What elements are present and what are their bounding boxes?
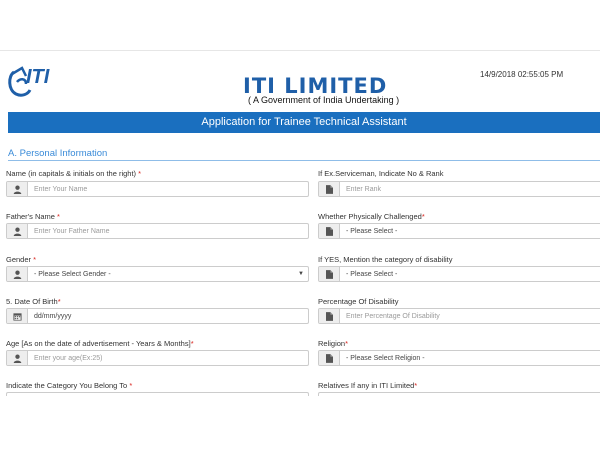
disability-category-select[interactable]: [318, 266, 600, 282]
physically-challenged-select[interactable]: [318, 223, 600, 239]
document-icon: [319, 351, 340, 365]
physically-challenged-selected: - Please Select -: [346, 227, 398, 235]
dob-field[interactable]: [6, 308, 309, 324]
religion-label: Religion*: [318, 339, 349, 348]
disability-percentage-field[interactable]: [318, 308, 600, 324]
user-icon: [7, 351, 28, 365]
age-label: Age [As on the date of advertisement - Years & Months]*: [6, 339, 194, 348]
dob-value: dd/mm/yyyy: [34, 312, 72, 320]
document-icon: [319, 309, 340, 323]
religion-selected: - Please Select Religion -: [346, 354, 425, 362]
rank-placeholder: Enter Rank: [346, 185, 382, 193]
disability-category-selected: - Please Select -: [346, 270, 398, 278]
gender-select[interactable]: [6, 266, 309, 282]
relatives-label: Relatives If any in ITI Limited*: [318, 381, 418, 390]
father-name-placeholder: Enter Your Father Name: [34, 227, 110, 235]
category-label: Indicate the Category You Belong To *: [6, 381, 133, 390]
company-name: ITI LIMITED: [243, 74, 388, 98]
rank-field[interactable]: [318, 181, 600, 197]
company-tagline: ( A Government of India Undertaking ): [248, 95, 400, 105]
section-title: A. Personal Information: [8, 148, 108, 159]
disability-percentage-label: Percentage Of Disability: [318, 297, 399, 306]
category-field[interactable]: [6, 392, 309, 396]
age-placeholder: Enter your age(Ex:25): [34, 354, 103, 362]
gender-label: Gender *: [6, 255, 37, 264]
name-label: Name (in capitals & initials on the right) *: [6, 169, 142, 178]
name-placeholder: Enter Your Name: [34, 185, 88, 193]
chevron-down-icon: ▼: [298, 271, 304, 277]
dob-label: 5. Date Of Birth*: [6, 297, 61, 306]
document-icon: [319, 224, 340, 238]
timestamp: 14/9/2018 02:55:05 PM: [480, 70, 564, 79]
ex-serviceman-label: If Ex.Serviceman, Indicate No & Rank: [318, 169, 444, 178]
religion-select[interactable]: [318, 350, 600, 366]
calendar-icon: [7, 309, 28, 323]
physically-challenged-label: Whether Physically Challenged*: [318, 212, 425, 221]
logo-text: ITI: [26, 66, 50, 88]
disability-category-label: If YES, Mention the category of disability: [318, 255, 453, 264]
father-name-field[interactable]: [6, 223, 309, 239]
section-divider: [8, 160, 600, 161]
relatives-field[interactable]: [318, 392, 600, 396]
document-icon: [319, 267, 340, 281]
disability-percentage-placeholder: Enter Percentage Of Disability: [346, 312, 440, 320]
user-icon: [7, 182, 28, 196]
name-field[interactable]: [6, 181, 309, 197]
user-icon: [7, 267, 28, 281]
form-title-banner: Application for Trainee Technical Assistant: [8, 112, 600, 133]
document-icon: [319, 182, 340, 196]
top-divider: [0, 50, 600, 51]
age-field[interactable]: [6, 350, 309, 366]
gender-selected: - Please Select Gender -: [34, 270, 111, 278]
user-icon: [7, 224, 28, 238]
father-name-label: Father's Name *: [6, 212, 60, 221]
